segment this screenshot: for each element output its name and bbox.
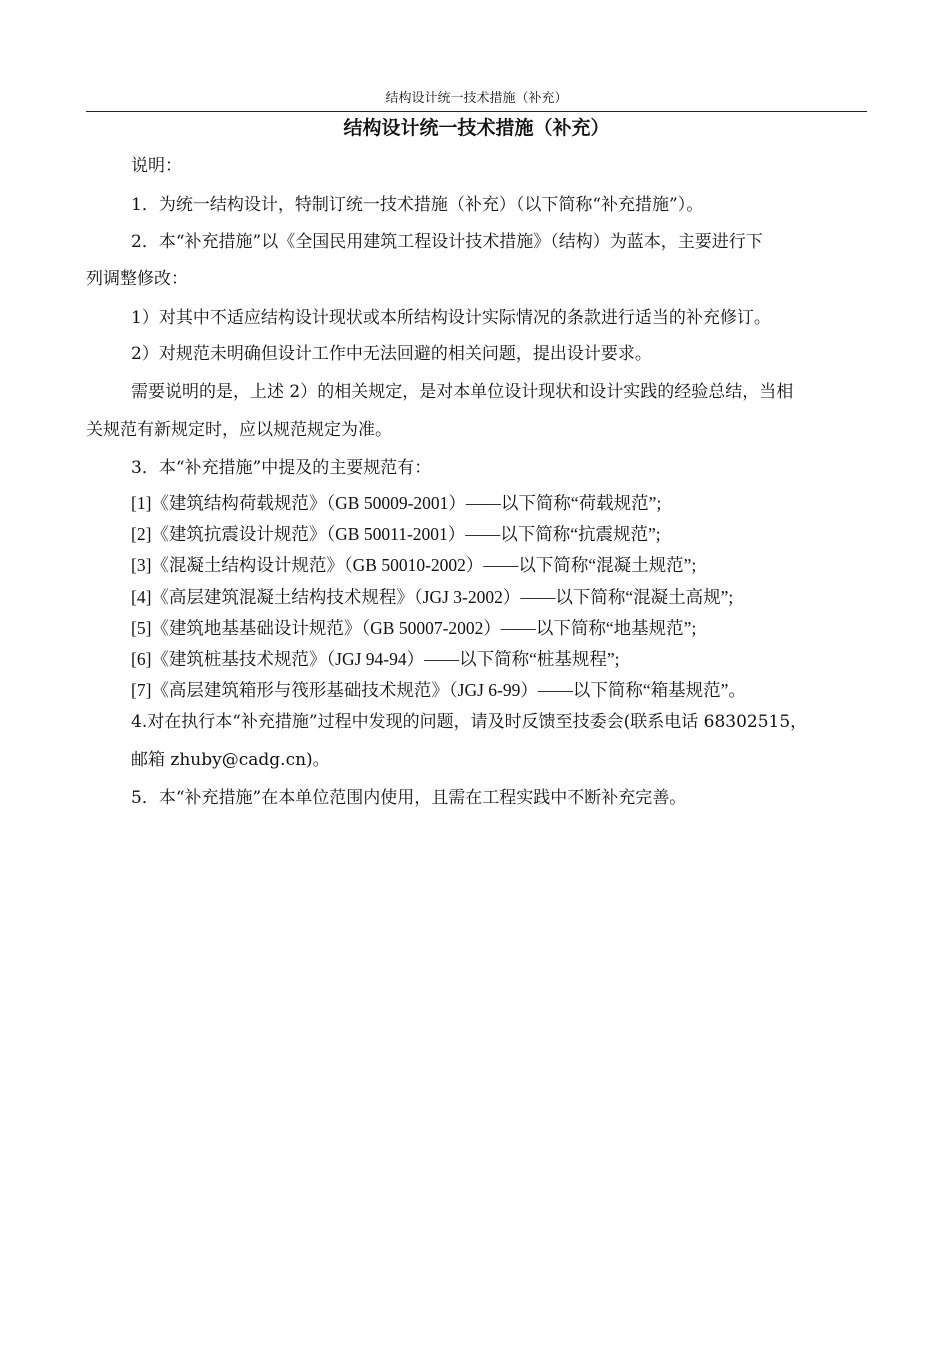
paragraph-2-item-1: 1）对其中不适应结构设计现状或本所结构设计实际情况的条款进行适当的补充修订。: [131, 308, 771, 328]
paragraph-4-line-2: 邮箱 zhuby@cadg.cn)。: [131, 750, 330, 770]
reference-item: [1]《建筑结构荷载规范》（GB 50009-2001）——以下简称“荷载规范”;: [131, 493, 662, 513]
paragraph-1: 1．为统一结构设计，特制订统一技术措施（补充）（以下简称“补充措施”）。: [131, 195, 704, 215]
note-line-2: 关规范有新规定时，应以规范规定为准。: [86, 420, 392, 440]
reference-item: [5]《建筑地基基础设计规范》（GB 50007-2002）——以下简称“地基规范”;: [131, 618, 697, 638]
paragraph-3: 3．本“补充措施”中提及的主要规范有：: [131, 458, 432, 478]
paragraph-5: 5．本“补充措施”在本单位范围内使用，且需在工程实践中不断补充完善。: [131, 788, 687, 808]
header-rule: [86, 111, 867, 112]
note-line-1: 需要说明的是，上述 2）的相关规定，是对本单位设计现状和设计实践的经验总结，当相: [131, 382, 794, 402]
reference-item: [2]《建筑抗震设计规范》（GB 50011-2001）——以下简称“抗震规范”;: [131, 524, 661, 544]
reference-item: [6]《建筑桩基技术规范》（JGJ 94-94）——以下简称“桩基规程”;: [131, 649, 620, 669]
intro-label: 说明：: [131, 156, 182, 176]
paragraph-4-line-1: 4.对在执行本“补充措施”过程中发现的问题，请及时反馈至技委会(联系电话 68302515，: [131, 712, 808, 732]
paragraph-2-item-2: 2）对规范未明确但设计工作中无法回避的相关问题，提出设计要求。: [131, 344, 652, 364]
paragraph-2-line-2: 列调整修改：: [86, 269, 188, 289]
reference-item: [3]《混凝土结构设计规范》（GB 50010-2002）——以下简称“混凝土规范”;: [131, 555, 697, 575]
reference-item: [4]《高层建筑混凝土结构技术规程》（JGJ 3-2002）——以下简称“混凝土高规”;: [131, 587, 734, 607]
paragraph-2-line-1: 2．本“补充措施”以《全国民用建筑工程设计技术措施》（结构）为蓝本，主要进行下: [131, 232, 763, 252]
reference-item: [7]《高层建筑箱形与筏形基础技术规范》（JGJ 6-99）——以下简称“箱基规范”。: [131, 680, 746, 700]
running-header: 结构设计统一技术措施（补充）: [385, 91, 568, 106]
document-title: 结构设计统一技术措施（补充）: [343, 117, 610, 139]
